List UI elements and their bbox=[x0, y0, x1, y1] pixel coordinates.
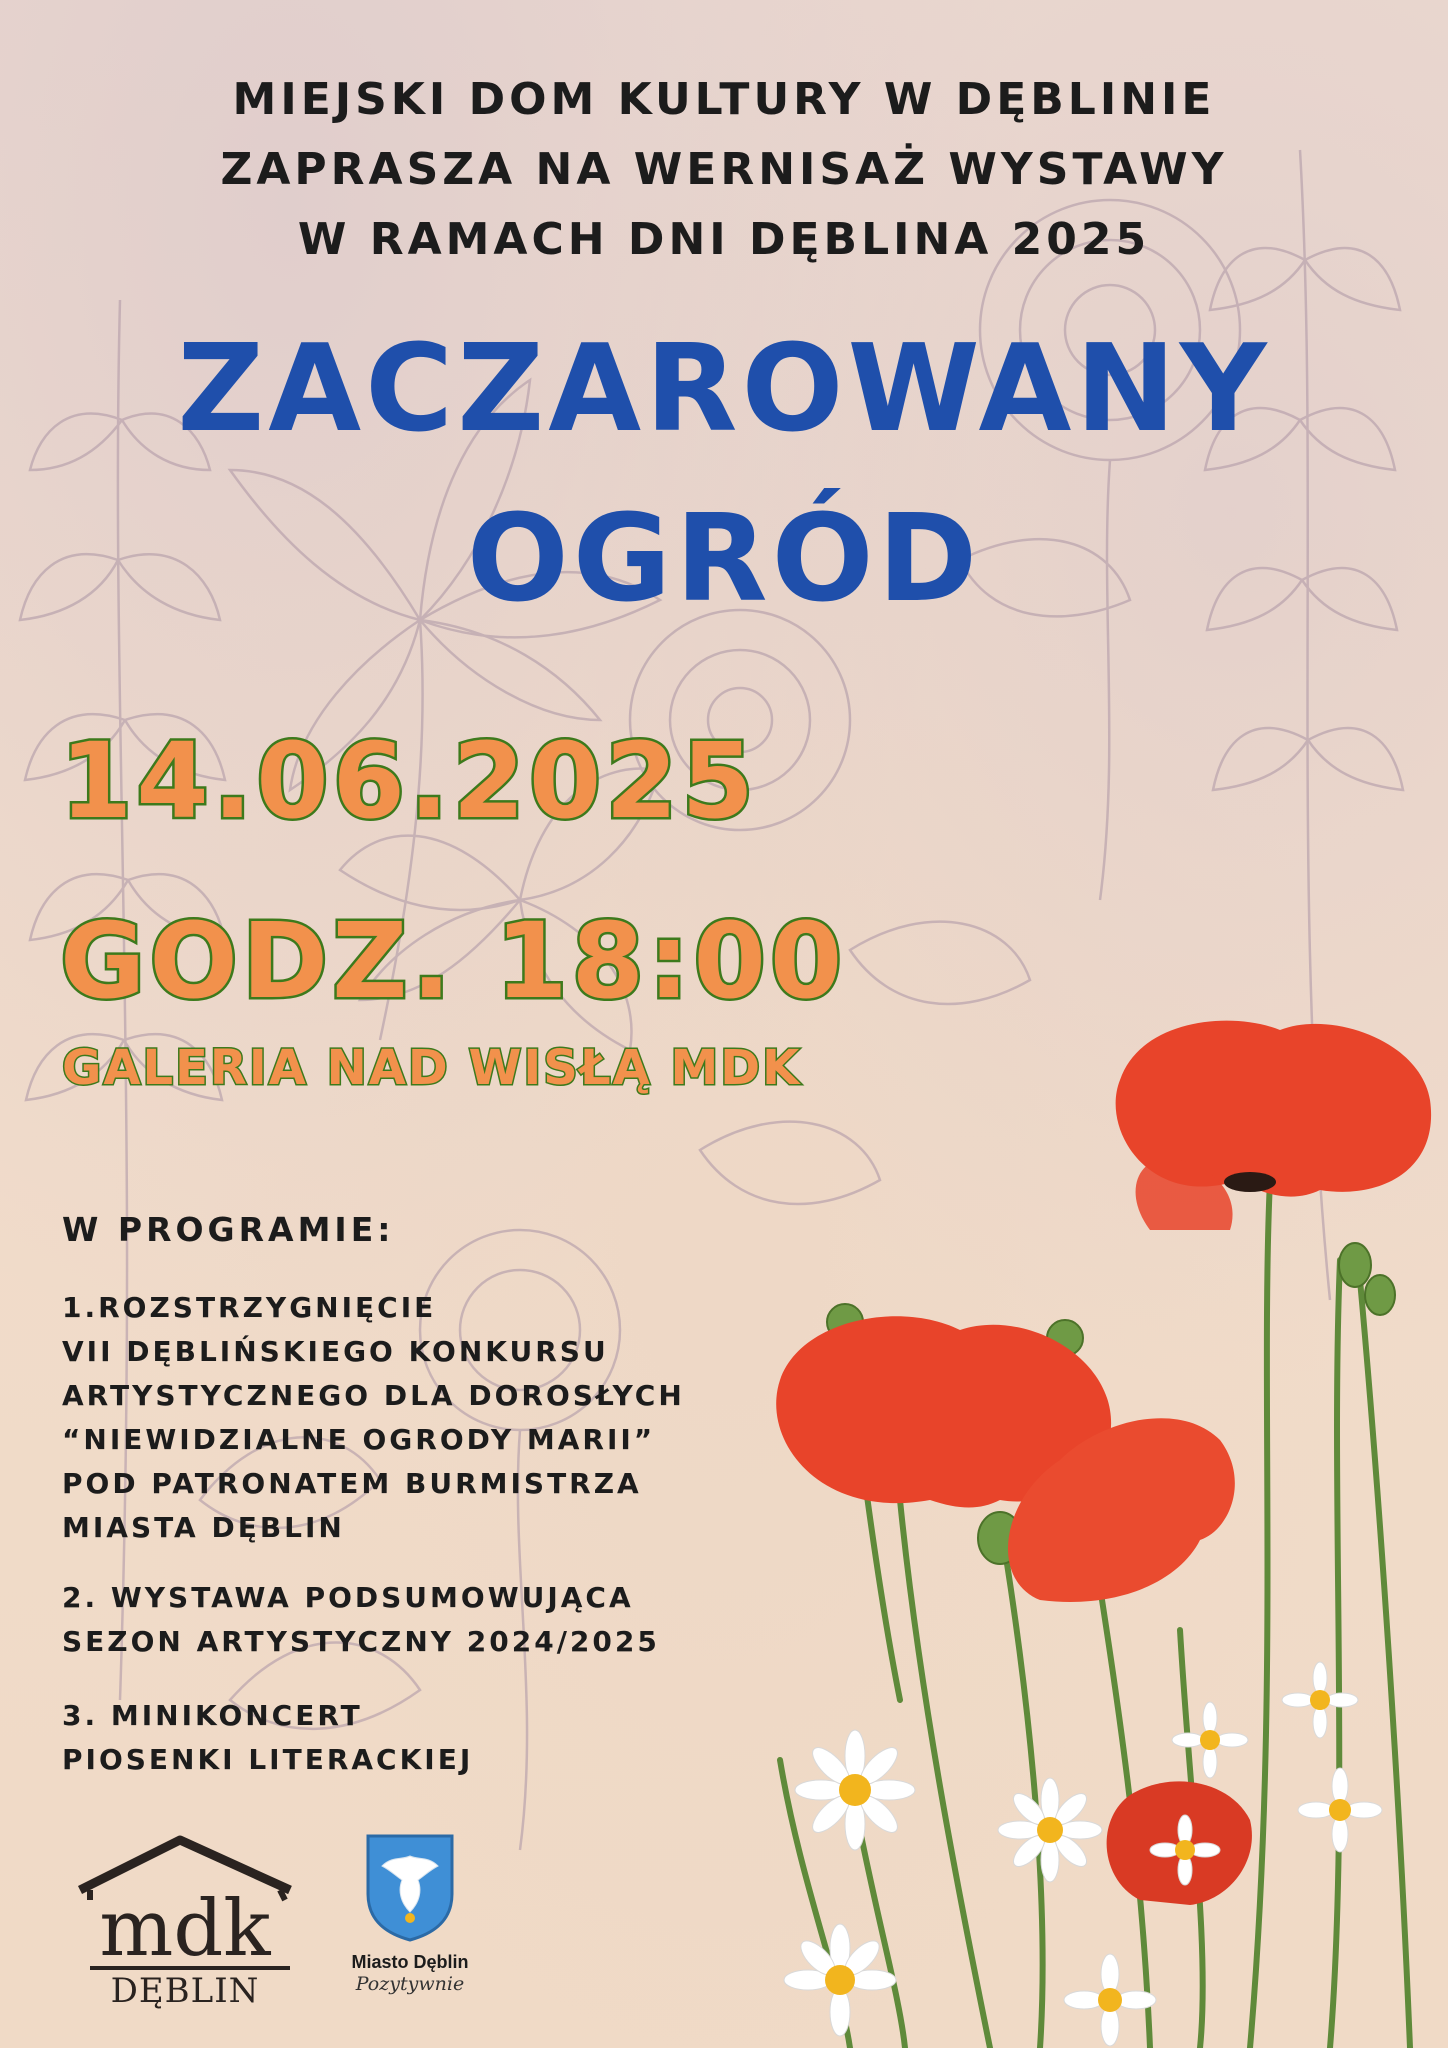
program-item-2-line: SEZON ARTYSTYCZNY 2024/2025 bbox=[62, 1625, 660, 1658]
program-item-1-line: 1.ROZSTRZYGNIĘCIE bbox=[62, 1291, 437, 1324]
program-item-2-line: 2. WYSTAWA PODSUMOWUJĄCA bbox=[62, 1581, 634, 1614]
event-time: GODZ. 18:00 bbox=[60, 900, 847, 1022]
program-heading: W PROGRAMIE: bbox=[62, 1210, 395, 1249]
title-line-1: ZACZAROWANY bbox=[177, 320, 1271, 459]
program-item-1-line: VII DĘBLIŃSKIEGO KONKURSU bbox=[62, 1335, 609, 1368]
house-roof-icon bbox=[60, 1830, 310, 2010]
program-item-1-line: “NIEWIDZIALNE OGRODY MARII” bbox=[62, 1423, 656, 1456]
mdk-logo bbox=[60, 1830, 310, 2010]
city-logo bbox=[335, 1830, 485, 2010]
program-item-3-line: 3. MINIKONCERT bbox=[62, 1699, 363, 1732]
event-venue: GALERIA NAD WISŁĄ MDK bbox=[62, 1040, 802, 1096]
program-item-3 bbox=[62, 1694, 473, 1782]
header-line-1: MIEJSKI DOM KULTURY W DĘBLINIE bbox=[232, 74, 1216, 125]
program-item-1 bbox=[62, 1286, 685, 1550]
program-item-1-line: MIASTA DĘBLIN bbox=[62, 1511, 345, 1544]
program-item-1-line: ARTYSTYCZNEGO DLA DOROSŁYCH bbox=[62, 1379, 685, 1412]
program-item-2 bbox=[62, 1576, 660, 1664]
eagle-crest-icon bbox=[362, 1830, 458, 1942]
event-date: 14.06.2025 bbox=[60, 720, 758, 842]
program-item-1-line: POD PATRONATEM BURMISTRZA bbox=[62, 1467, 642, 1500]
mdk-logo-city: DĘBLIN bbox=[110, 1971, 260, 2010]
title-line-2: OGRÓD bbox=[466, 490, 982, 629]
city-slogan: Pozytywnie bbox=[355, 1973, 465, 1995]
header-line-3: W RAMACH DNI DĘBLINA 2025 bbox=[297, 214, 1151, 265]
mdk-logo-text: mdk bbox=[99, 1884, 271, 1974]
program-item-3-line: PIOSENKI LITERACKIEJ bbox=[62, 1743, 474, 1776]
header-line-2: ZAPRASZA NA WERNISAŻ WYSTAWY bbox=[220, 144, 1228, 195]
city-name: Miasto Dęblin bbox=[351, 1952, 469, 1972]
